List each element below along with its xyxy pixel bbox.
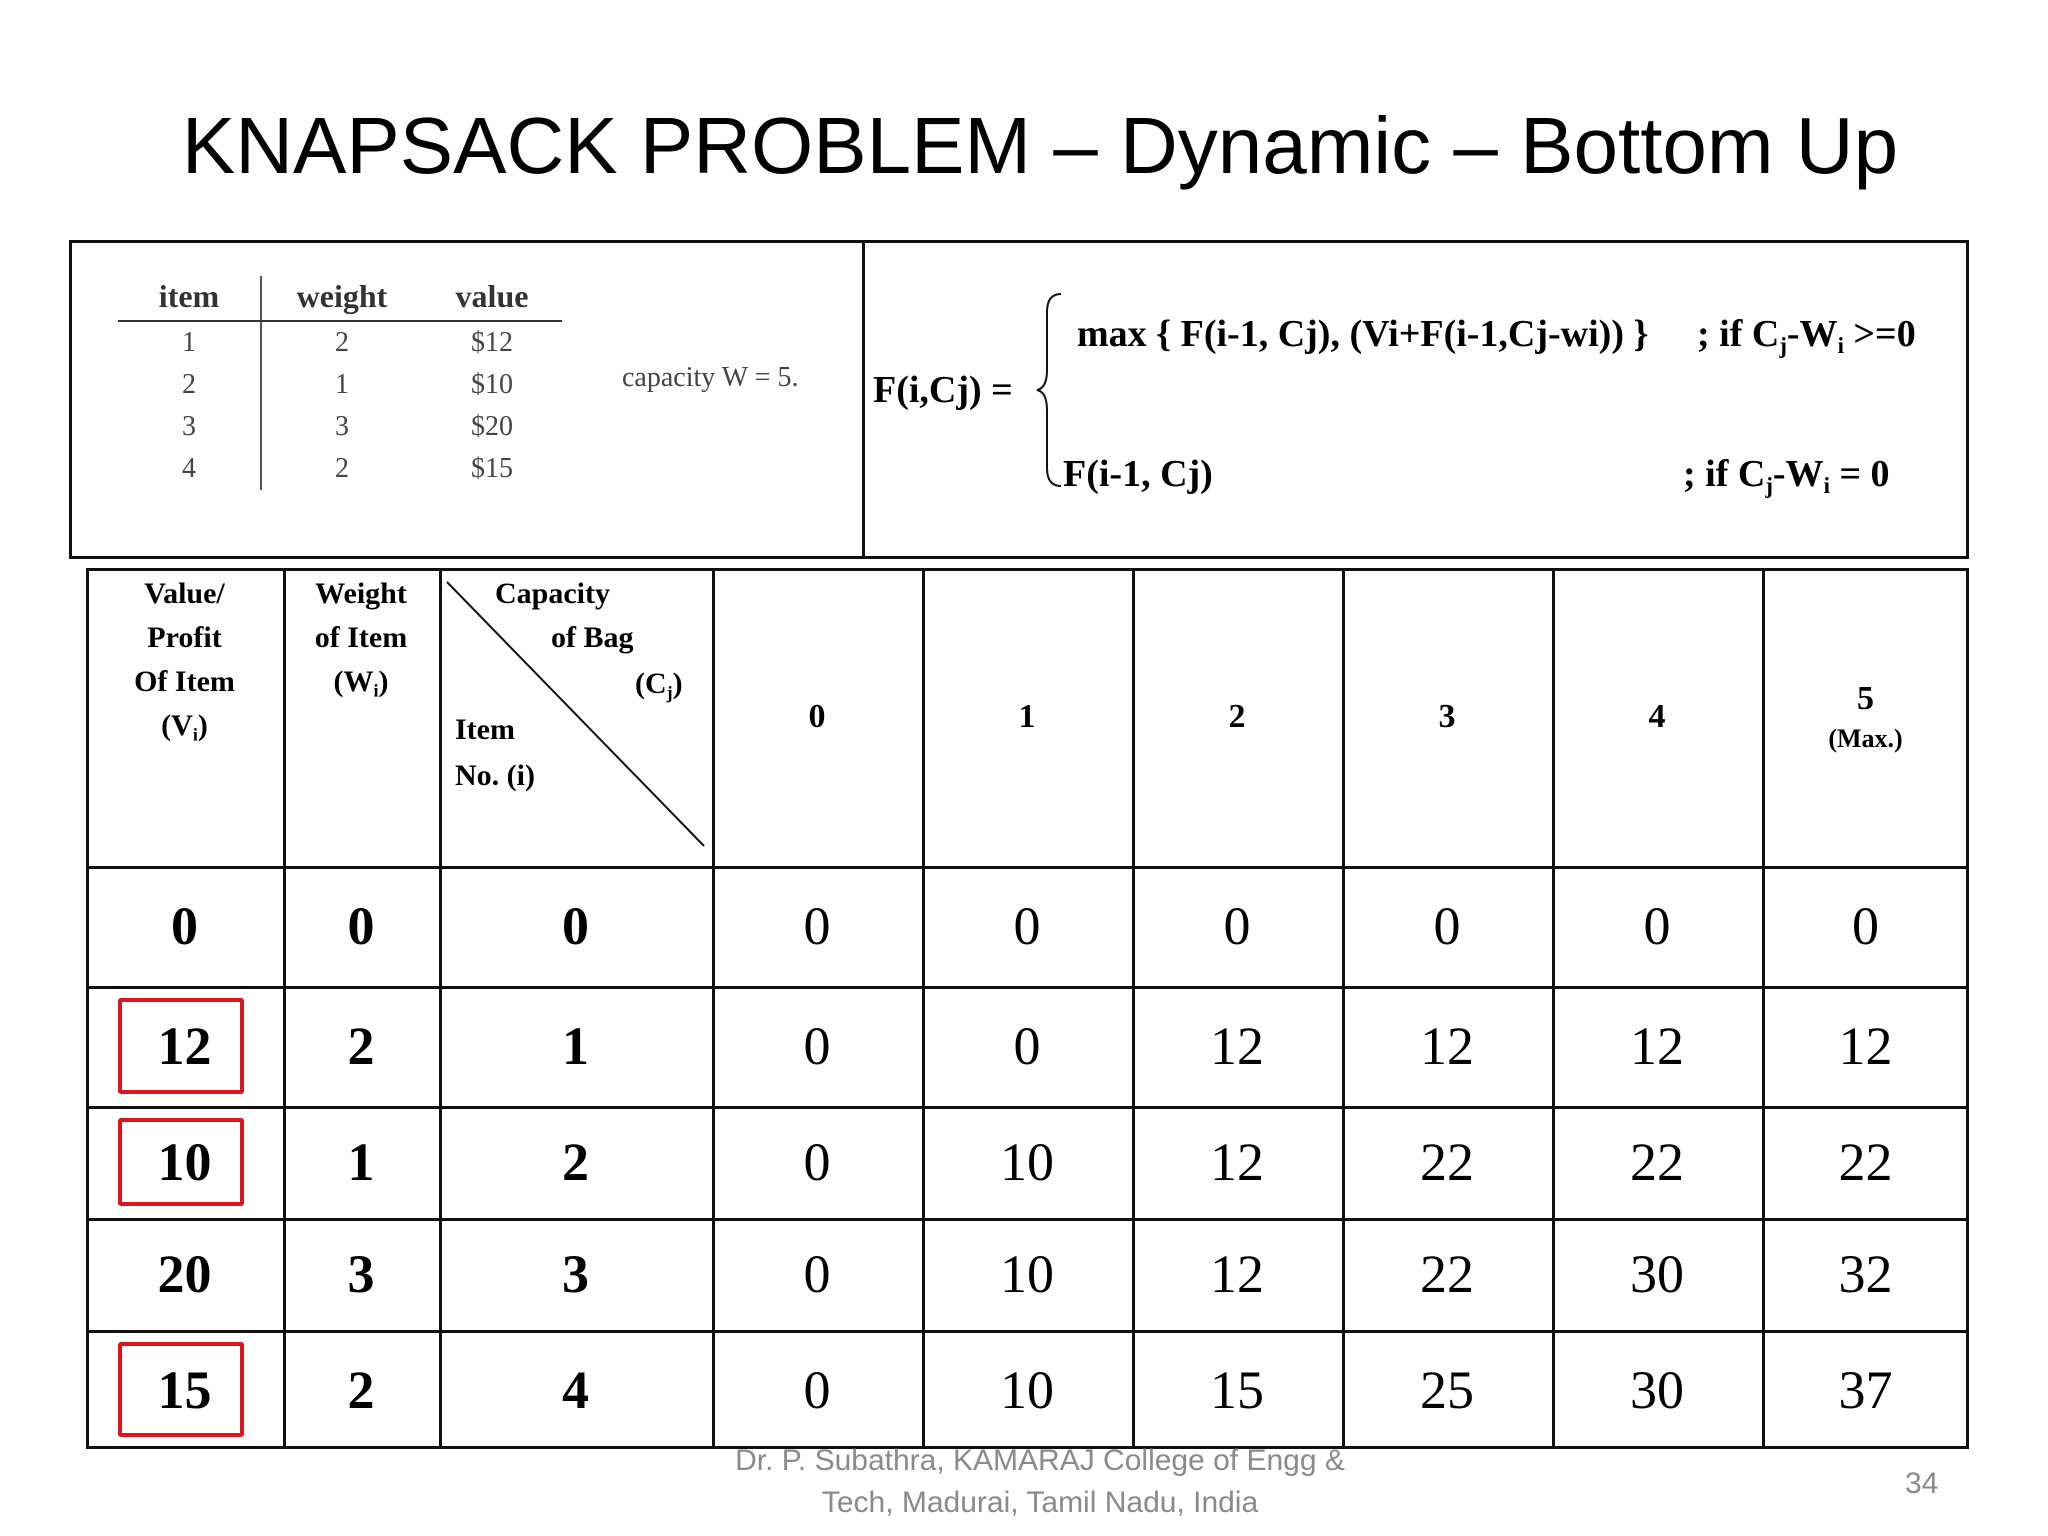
max-label: (Max.) xyxy=(1828,724,1903,753)
dp-cell: 10 xyxy=(1000,1359,1054,1420)
dp-cell: 30 xyxy=(1630,1244,1684,1304)
items-table xyxy=(118,276,562,490)
header-item-no-label: No. (i) xyxy=(455,759,535,792)
dp-cell: 10 xyxy=(1000,1244,1054,1304)
items-row xyxy=(118,406,562,448)
dp-cell: 22 xyxy=(1838,1132,1893,1192)
row-item-cell: 0 xyxy=(562,896,589,956)
dp-cell: 12 xyxy=(1210,1016,1264,1076)
items-header-weight: weight xyxy=(261,276,422,321)
grid-vline xyxy=(1132,568,1135,1449)
selected-item-highlight xyxy=(118,1342,244,1437)
dp-cell: 32 xyxy=(1838,1244,1893,1304)
dp-cell: 30 xyxy=(1630,1359,1684,1420)
item-id: 1 xyxy=(118,321,261,364)
dp-cell: 0 xyxy=(1643,896,1671,956)
row-item-cell: 2 xyxy=(562,1132,589,1192)
dp-cell: 37 xyxy=(1838,1359,1893,1420)
footer-line-2: Tech, Madurai, Tamil Nadu, India xyxy=(821,1486,1259,1519)
dp-cell: 0 xyxy=(803,1359,831,1420)
slide-number: 34 xyxy=(1905,1467,1939,1500)
header-item-label: Item xyxy=(455,713,515,746)
dp-cell: 10 xyxy=(1000,1132,1054,1192)
dp-cell: 0 xyxy=(803,1244,831,1304)
row-weight-cell: 2 xyxy=(347,1359,375,1420)
header-value-profit: Value/ Profit Of Item $(V_i)$ xyxy=(134,577,235,745)
dp-cell: 0 xyxy=(1013,1016,1041,1076)
item-value: $12 xyxy=(471,327,513,358)
recurrence-condition-1: ; if $C_j-W_i >=0$ xyxy=(1697,313,1916,358)
dp-cell: 12 xyxy=(1210,1132,1264,1192)
dp-cell: 25 xyxy=(1420,1359,1474,1420)
grid-hline xyxy=(86,866,1969,869)
item-weight: 2 xyxy=(335,327,349,358)
header-of-bag-label: of Bag xyxy=(551,621,634,654)
header-capacity-label: Capacity xyxy=(495,577,610,610)
row-weight-cell: 3 xyxy=(347,1244,375,1304)
selected-item-highlight xyxy=(118,998,244,1094)
grid-vline xyxy=(1762,568,1765,1449)
selected-item-highlight xyxy=(118,1118,244,1206)
dp-cell: 0 xyxy=(1223,896,1251,956)
row-value-cell: 15 xyxy=(157,1359,212,1420)
recurrence-case-prev: F(i-1, Cj) xyxy=(1063,453,1213,495)
dp-cell: 0 xyxy=(1852,896,1879,956)
dp-cell: 0 xyxy=(1433,896,1461,956)
items-row xyxy=(118,321,562,364)
row-item-cell: 1 xyxy=(562,1016,589,1076)
row-weight-cell: 0 xyxy=(347,896,375,956)
grid-hline xyxy=(86,568,1969,571)
dp-table xyxy=(86,568,1969,1453)
header-capacity-2: 2 xyxy=(1228,698,1246,735)
items-row xyxy=(118,448,562,490)
dp-cell: 0 xyxy=(803,1132,831,1192)
grid-hline xyxy=(86,986,1969,989)
item-value: $10 xyxy=(471,369,513,400)
dp-cell: 12 xyxy=(1420,1016,1474,1076)
footer-line-1: Dr. P. Subathra, KAMARAJ College of Engg & xyxy=(735,1444,1345,1477)
grid-vline xyxy=(922,568,925,1449)
grid-vline xyxy=(712,568,715,1449)
item-weight: 3 xyxy=(335,411,349,442)
header-capacity-4: 4 xyxy=(1648,698,1666,735)
item-value: $15 xyxy=(471,453,513,484)
dp-cell: 22 xyxy=(1630,1132,1684,1192)
dp-cell: 22 xyxy=(1420,1244,1474,1304)
row-weight-cell: 2 xyxy=(347,1016,375,1076)
capacity-label: capacity W = 5. xyxy=(622,362,799,393)
dp-cell: 22 xyxy=(1420,1132,1474,1192)
dp-cell: 12 xyxy=(1630,1016,1684,1076)
recurrence-condition-2: ; if $C_j-W_i = 0$ xyxy=(1683,453,1890,498)
grid-hline xyxy=(86,1106,1969,1109)
header-capacity-0: 0 xyxy=(808,698,826,735)
item-id: 3 xyxy=(118,406,261,448)
header-cj-label: $(C_j)$ xyxy=(635,667,683,703)
recurrence-case-max: max { F(i-1, Cj), (Vi+F(i-1,Cj-wi)) } xyxy=(1077,313,1649,355)
item-weight: 2 xyxy=(335,453,349,484)
recurrence-lhs: F(i,Cj) = xyxy=(873,369,1013,411)
header-capacity-5: 5 (Max.) xyxy=(1762,568,1969,866)
item-value: $20 xyxy=(471,411,513,442)
item-weight: 1 xyxy=(335,369,349,400)
header-capacity-item-diagonal xyxy=(439,568,712,866)
slide-title: KNAPSACK PROBLEM – Dynamic – Bottom Up xyxy=(181,101,1899,190)
item-id: 2 xyxy=(118,364,261,406)
header-capacity-3: 3 xyxy=(1438,698,1456,735)
items-header-value: value xyxy=(422,276,562,321)
row-value-cell: 20 xyxy=(157,1244,212,1304)
grid-vline xyxy=(439,568,442,1449)
grid-vline xyxy=(283,568,286,1449)
row-item-cell: 4 xyxy=(562,1359,589,1420)
grid-vline xyxy=(1966,568,1969,1449)
item-id: 4 xyxy=(118,448,261,490)
dp-cell: 12 xyxy=(1838,1016,1893,1076)
row-weight-cell: 1 xyxy=(347,1132,375,1192)
dp-cell: 0 xyxy=(803,896,831,956)
row-value-cell: 0 xyxy=(171,896,198,956)
slide-footer xyxy=(700,1440,1380,1524)
dp-cell: 0 xyxy=(1013,896,1041,956)
row-value-cell: 12 xyxy=(157,1016,212,1076)
dp-cell: 0 xyxy=(803,1016,831,1076)
left-brace-icon xyxy=(1035,290,1065,490)
grid-vline xyxy=(86,568,89,1449)
header-weight: Weight of Item $(W_i)$ xyxy=(314,577,408,701)
dp-cell: 15 xyxy=(1210,1359,1264,1420)
grid-vline xyxy=(1342,568,1345,1449)
dp-cell: 12 xyxy=(1210,1244,1264,1304)
row-item-cell: 3 xyxy=(562,1244,589,1304)
grid-hline xyxy=(86,1330,1969,1333)
grid-vline xyxy=(1552,568,1555,1449)
row-value-cell: 10 xyxy=(157,1132,212,1192)
items-header-item: item xyxy=(118,276,261,321)
header-capacity-1: 1 xyxy=(1018,698,1036,735)
items-row xyxy=(118,364,562,406)
box-divider xyxy=(862,240,865,559)
grid-hline xyxy=(86,1218,1969,1221)
